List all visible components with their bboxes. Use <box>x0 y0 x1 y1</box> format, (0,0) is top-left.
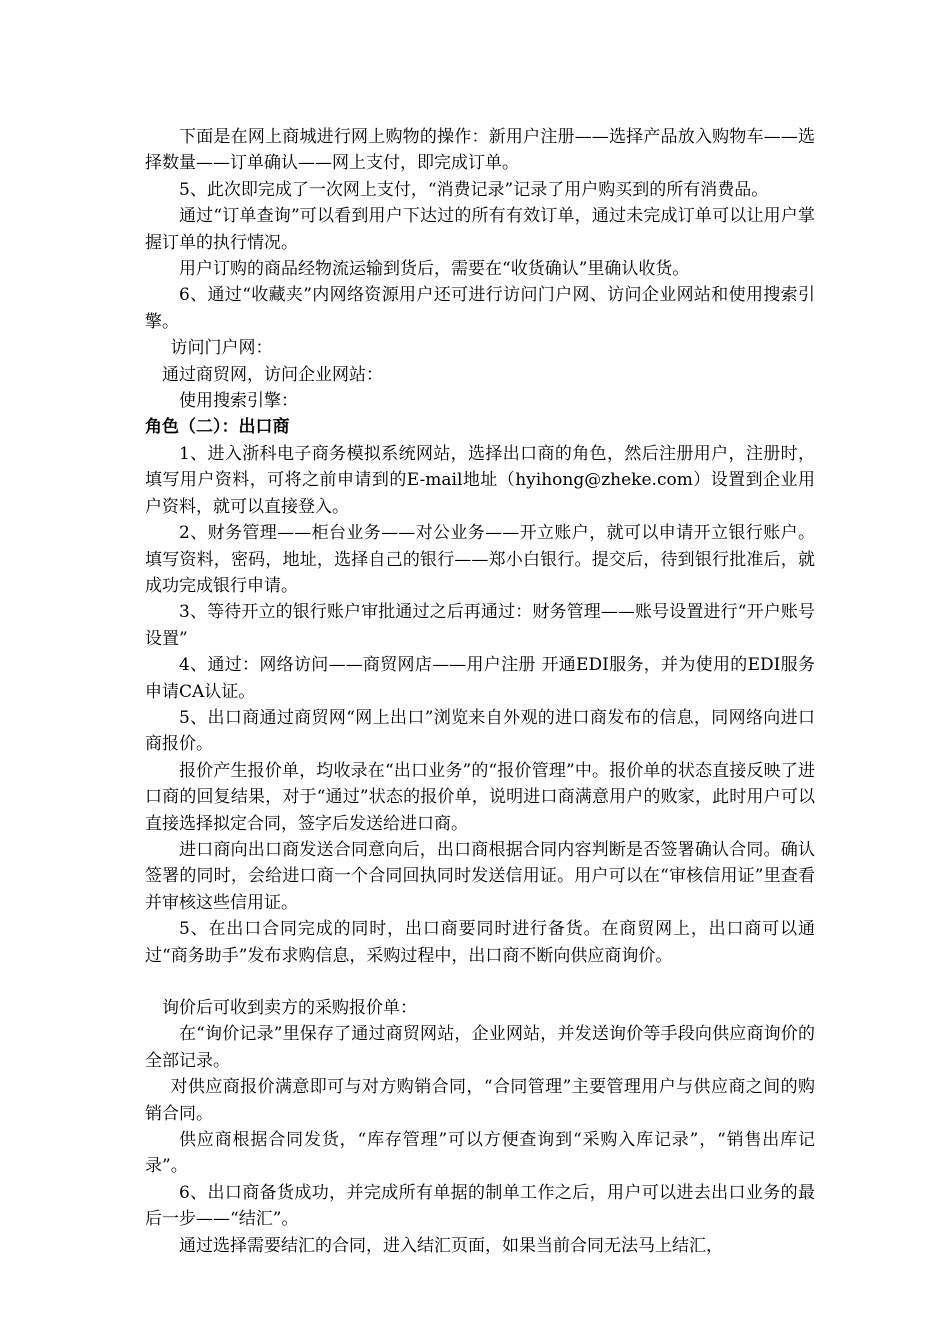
paragraph-quotation: 报价产生报价单，均收录在“出口业务”的“报价管理”中。报价单的状态直接反映了进口商的回复结果，对于“通过”状态的报价单，说明进口商满意用户的败家，此时用户可以直接选择拟定合同，签字后发送给进口商。 <box>145 760 815 834</box>
paragraph-order-query: 通过“订单查询”可以看到用户下达过的所有有效订单，通过未完成订单可以让用户掌握订单的执行情况。 <box>145 206 815 253</box>
paragraph-inventory: 供应商根据合同发货，“库存管理”可以方便查询到“采购入库记录”，“销售出库记录”。 <box>145 1130 815 1177</box>
blank-line <box>145 969 815 995</box>
paragraph-purchase-contract: 对供应商报价满意即可与对方购销合同，“合同管理”主要管理用户与供应商之间的购销合同。 <box>145 1077 815 1124</box>
paragraph-bank-account: 2、财务管理——柜台业务——对公业务——开立账户，就可以申请开立银行账户。填写资料，密码，地址，选择自己的银行——郑小白银行。提交后，待到银行批准后，就成功完成银行申请。 <box>145 523 815 596</box>
paragraph-search-engine: 使用搜索引擎： <box>179 391 298 412</box>
paragraph-visit-enterprise: 通过商贸网，访问企业网站： <box>162 364 383 385</box>
paragraph-contract: 进口商向出口商发送合同意向后，出口商根据合同内容判断是否签署确认合同。确认签署的同时，会给进口商一个合同回执同时发送信用证。用户可以在“审核信用证”里查看并审核这些信用证。 <box>145 839 815 913</box>
document-page <box>145 124 815 1259</box>
section-heading-exporter: 角色（二）：出口商 <box>145 417 290 438</box>
paragraph-edi-service: 4、通过：网络访问——商贸网店——用户注册 开通EDI服务，并为使用的EDI服务申请CA认证。 <box>145 655 815 702</box>
paragraph-stocking: 5、在出口合同完成的同时，出口商要同时进行备货。在商贸网上，出口商可以通过“商务助手”发布求购信息，采购过程中，出口商不断向供应商询价。 <box>145 919 815 966</box>
paragraph-shopping-steps: 下面是在网上商城进行网上购物的操作：新用户注册——选择产品放入购物车——选择数量——订单确认——网上支付，即完成订单。 <box>145 127 815 174</box>
paragraph-online-export: 5、出口商通过商贸网“网上出口”浏览来自外观的进口商发布的信息，同网络向进口商报价。 <box>145 707 815 755</box>
paragraph-settlement-page: 通过选择需要结汇的合同，进入结汇页面，如果当前合同无法马上结汇， <box>179 1235 723 1256</box>
paragraph-inquiry-record: 在“询价记录”里保存了通过商贸网站，企业网站，并发送询价等手段向供应商询价的全部记录。 <box>145 1024 815 1071</box>
paragraph-consumption-record: 5、此次即完成了一次网上支付，“消费记录”记录了用户购买到的所有消费品。 <box>179 179 769 200</box>
paragraph-receipt-confirm: 用户订购的商品经物流运输到货后，需要在“收货确认”里确认收货。 <box>179 259 690 280</box>
paragraph-inquiry-result: 询价后可收到卖方的采购报价单： <box>162 998 417 1018</box>
paragraph-favorites: 6、通过“收藏夹”内网络资源用户还可进行访问门户网、访问企业网站和使用搜索引擎。 <box>145 285 815 332</box>
paragraph-visit-portal: 访问门户网： <box>170 338 273 359</box>
paragraph-settlement-step: 6、出口商备货成功，并完成所有单据的制单工作之后，用户可以进去出口业务的最后一步——“结汇”。 <box>145 1182 815 1230</box>
paragraph-account-setting: 3、等待开立的银行账户审批通过之后再通过：财务管理——账号设置进行“开户账号设置” <box>145 602 815 649</box>
paragraph-exporter-register: 1、进入浙科电子商务模拟系统网站，选择出口商的角色，然后注册用户，注册时，填写用户资料，可将之前申请到的E-mail地址（hyihong@zheke.com）设置到企业用户资料，就可以直接登入。 <box>145 443 815 517</box>
